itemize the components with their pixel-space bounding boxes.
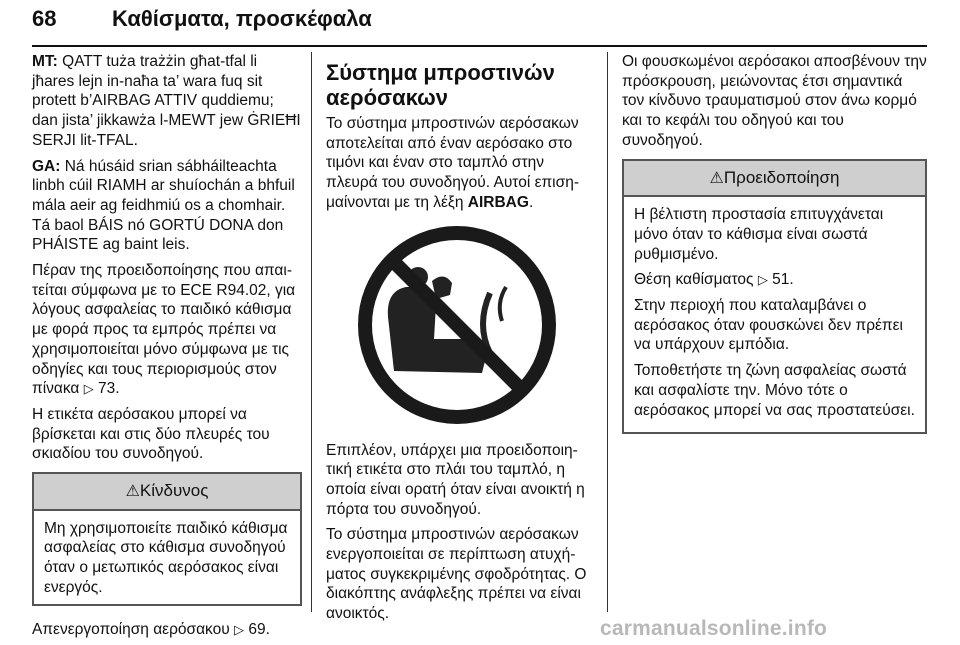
no-child-seat-airbag-figure: [326, 221, 588, 429]
danger-body: Μη χρησιμοποιείτε παιδικό κάθισμα ασφαλείας στο κάθισμα συνοδηγού όταν ο μετωπικός αερόσακος είναι ενεργός.: [44, 519, 288, 596]
warning-title: Προειδοποίηση: [723, 167, 840, 187]
danger-header: [34, 474, 300, 511]
ga-text: Ná húsáid srian sábháilteachta linbh cúil RIAMH ar shuíochán a bhfuil mála aeir ag feidhmiú os a chomhair. Tá baol BÁIS nó GORTÚ DONA don PHÁISTE ag baint leis.: [32, 157, 295, 254]
warning-line-4: Τοποθετήστε τη ζώνη ασφαλείας σωστά και ασφαλίστε την. Μόνο τότε ο αερόσακος μπορεί να σας προστατεύσει.: [634, 362, 915, 419]
warning-triangle-icon: ⚠: [709, 169, 724, 187]
no-child-seat-airbag-icon: [326, 221, 588, 429]
page-ref-69[interactable]: 69.: [248, 620, 270, 638]
warning-header: [624, 161, 925, 198]
warning-box: [622, 159, 927, 435]
warning-line-2: [634, 270, 915, 290]
column-1: [32, 52, 302, 645]
label-paragraph: Η ετικέτα αερόσακου μπορεί να βρίσκεται και στις δύο πλευρές του σκιαδίου του συνοδηγού.: [32, 405, 270, 463]
danger-box: [32, 472, 302, 606]
page-ref-51[interactable]: 51.: [772, 271, 794, 289]
airbag-word: AIRBAG: [467, 193, 529, 211]
column-2: [326, 52, 596, 630]
ga-label: GA:: [32, 157, 61, 175]
warning-line-1: Η βέλτιστη προστασία επιτυγχάνεται μόνο όταν το κάθισμα είναι σωστά ρυθμισμένο.: [634, 206, 884, 263]
intro-text: Το σύστημα μπροστινών αερόσακων αποτελείται από έναν αερόσακο στο τιμόνι και έναν στο ταμπλό στην πλευρά του συνοδηγού. Αυτοί επισημαίνονται με τη λέξη: [326, 115, 579, 211]
page-title: Καθίσματα, προσκέφαλα: [112, 6, 372, 31]
page-header: [0, 0, 960, 50]
page-ref-arrow-icon: ▷: [234, 621, 245, 637]
ece-paragraph: [32, 261, 302, 399]
seat-position-text: Θέση καθίσματος: [634, 271, 758, 289]
warning-body: [624, 197, 925, 432]
mt-warning: [32, 52, 302, 151]
deactivation-paragraph: [32, 620, 302, 640]
intro-paragraph: [326, 114, 596, 213]
inflation-paragraph: Οι φουσκωμένοι αερόσακοι αποσβένουν την πρόσκρουση, μειώνοντας έτσι σημαντικά τον κίνδυνο τραυματισμού στον άνω κορμό και το κεφάλι του οδηγού και του συνοδηγού.: [622, 53, 927, 149]
column-divider: [311, 52, 312, 612]
section-heading: Σύστημα μπροστινών αερόσακων: [326, 60, 555, 110]
page-ref-73[interactable]: 73.: [98, 380, 120, 398]
ece-text: Πέραν της προειδοποίησης που απαιτείται σύμφωνα με το ECE R94.02, για λόγους ασφαλείας το παιδικό κάθισμα με φορά προς τα εμπρός πρέπει να χρησιμοποιείται μόνο σύμφωνα με τις οδηγίες και τους περιορισμούς στον πίνακα: [32, 262, 296, 398]
watermark: carmanualsonline.info: [600, 617, 828, 640]
label-side-paragraph: Επιπλέον, υπάρχει μια προειδοποιητική ετικέτα στο πλάι του ταμπλό, η οποία είναι ορατή όταν είναι ανοικτή η πόρτα του συνοδηγού.: [326, 441, 585, 518]
column-divider: [607, 52, 608, 612]
page-number: 68: [32, 6, 57, 31]
warning-triangle-icon: ⚠: [125, 483, 140, 501]
intro-end: .: [528, 193, 534, 211]
deactivation-text: Απενεργοποίηση αερόσακου: [32, 620, 235, 638]
header-rule: [32, 45, 927, 47]
mt-text: QATT tuża trażżin għat-tfal li jħares lejn in-naħa ta’ wara fuq sit protett b’AIRBAG ATTIV quddiemu; dan jista’ jikkawża l-MEWT jew ĠRIEĦI SERJI lit-TFAL.: [32, 53, 301, 149]
page-ref-arrow-icon: ▷: [757, 272, 768, 288]
ga-warning: [32, 157, 302, 256]
mt-label: MT:: [32, 53, 58, 70]
column-3: [622, 52, 927, 434]
page-ref-arrow-icon: ▷: [83, 381, 94, 397]
danger-title: Κίνδυνος: [139, 481, 209, 501]
activation-paragraph: Το σύστημα μπροστινών αερόσακων ενεργοποιείται σε περίπτωση ατυχήματος συγκεκριμένης σφοδρότητας. Ο διακόπτης ανάφλεξης πρέπει να είναι ανοικτός.: [326, 526, 587, 623]
warning-line-3: Στην περιοχή που καταλαμβάνει ο αερόσακος όταν φουσκώνει δεν πρέπει να υπάρχουν εμπόδια.: [634, 297, 903, 354]
